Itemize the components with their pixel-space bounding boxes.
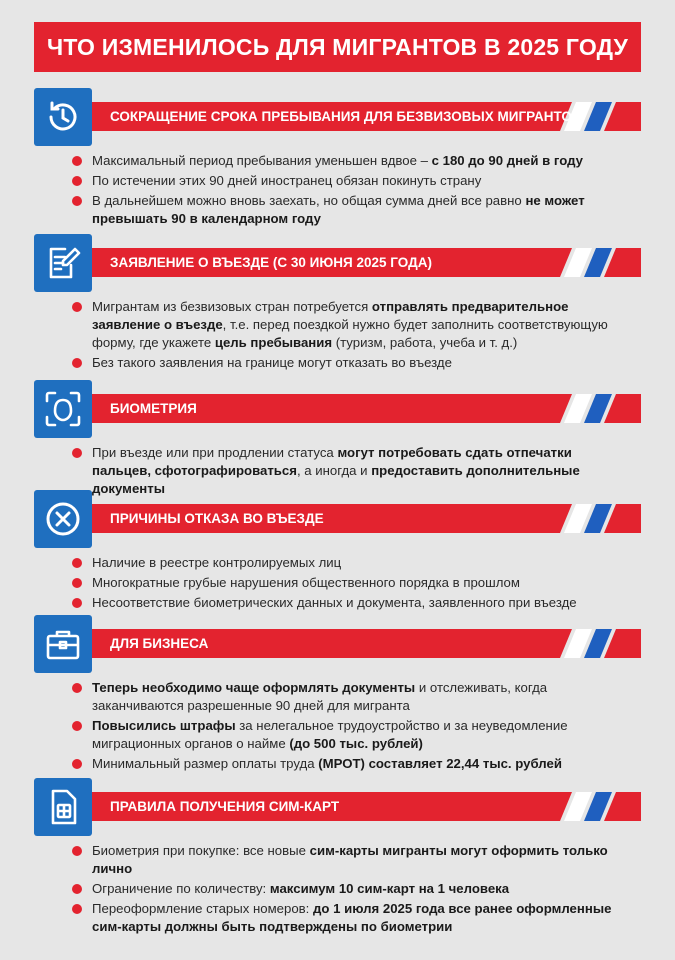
bullet-bold-text: до 1 июля 2025 года все ранее оформленные сим-карты должны быть подтверждены по биометрии	[92, 901, 612, 934]
bullet-bold-text: с 180 до 90 дней в году	[431, 153, 583, 168]
bullet-text: По истечении этих 90 дней иностранец обязан покинуть страну	[92, 173, 482, 188]
bullet-item	[72, 192, 632, 228]
bullet-bold-text: не может превышать 90 в календарном году	[92, 193, 585, 226]
page-title: ЧТО ИЗМЕНИЛОСЬ ДЛЯ МИГРАНТОВ В 2025 ГОДУ	[47, 33, 628, 60]
bullet-item	[72, 298, 632, 352]
bullet-bold-text: Повысились штрафы	[92, 718, 236, 733]
bullet-text: Максимальный период пребывания уменьшен вдвое –	[92, 153, 432, 168]
bullet-item	[72, 152, 632, 170]
bullet-text: Минимальный размер оплаты труда	[92, 756, 319, 771]
section-heading: ЗАЯВЛЕНИЕ О ВЪЕЗДЕ (С 30 ИЮНЯ 2025 ГОДА)	[110, 255, 432, 270]
bullet-text: (туризм, работа, учеба и т. д.)	[332, 335, 518, 350]
bullet-text: При въезде или при продлении статуса	[92, 445, 338, 460]
bullet-text: Биометрия при покупке: все новые	[92, 843, 310, 858]
bullet-text: Наличие в реестре контролируемых лиц	[92, 555, 342, 570]
section-heading-band	[92, 102, 641, 131]
bullet-text: Несоответствие биометрических данных и документа, заявленного при въезде	[92, 595, 577, 610]
bullet-text: за нелегальное трудоустройство и за неуведомление миграционных органов о найме	[92, 718, 568, 751]
page-title-banner	[34, 22, 641, 72]
section-heading-band	[92, 248, 641, 277]
face-scan-icon	[34, 380, 92, 438]
bullet-bold-text: сим-карты мигранты могут оформить только лично	[92, 843, 608, 876]
section-heading: ДЛЯ БИЗНЕСА	[110, 636, 209, 651]
section-heading: СОКРАЩЕНИЕ СРОКА ПРЕБЫВАНИЯ ДЛЯ БЕЗВИЗОВЫХ МИГРАНТОВ	[110, 109, 582, 124]
cross-circle-icon	[34, 490, 92, 548]
bullet-bold-text: максимум 10 сим-карт на 1 человека	[269, 881, 510, 896]
bullet-item	[72, 172, 632, 190]
bullet-item	[72, 900, 632, 936]
bullet-text: Без такого заявления на границе могут отказать во въезде	[92, 355, 452, 370]
bullet-list	[72, 152, 632, 230]
briefcase-icon	[34, 615, 92, 673]
section-heading-band	[92, 394, 641, 423]
bullet-text: В дальнейшем можно вновь заехать, но общая сумма дней все равно	[92, 193, 526, 208]
bullet-bold-text: цель пребывания	[214, 335, 333, 350]
bullet-text: , а иногда и	[296, 463, 372, 478]
bullet-item	[72, 354, 632, 372]
section-heading-band	[92, 504, 641, 533]
bullet-text: Переоформление старых номеров:	[92, 901, 313, 916]
section-heading: ПРАВИЛА ПОЛУЧЕНИЯ СИМ-КАРТ	[110, 799, 340, 814]
bullet-text: Ограничение по количеству:	[92, 881, 270, 896]
bullet-bold-text: предоставить дополнительные документы	[92, 463, 580, 496]
bullet-bold-text: Теперь необходимо чаще оформлять документы	[92, 680, 416, 695]
bullet-list	[72, 679, 632, 775]
bullet-bold-text: (до 500 тыс. рублей)	[289, 736, 423, 751]
bullet-item	[72, 444, 632, 498]
clock-history-icon	[34, 88, 92, 146]
section-heading: ПРИЧИНЫ ОТКАЗА ВО ВЪЕЗДЕ	[110, 511, 324, 526]
bullet-text: и отслеживать, когда заканчиваются разрешенные 90 дней для мигранта	[92, 680, 548, 713]
bullet-list	[72, 298, 632, 374]
bullet-list	[72, 444, 632, 500]
bullet-bold-text: (МРОТ) составляет 22,44 тыс. рублей	[318, 756, 562, 771]
bullet-bold-text: отправлять предварительное заявление о въезде	[92, 299, 569, 332]
bullet-text: , т.е. перед поездкой нужно будет заполнить соответствующую форму, где укажете	[92, 317, 608, 350]
bullet-item	[72, 880, 632, 898]
section-heading-band	[92, 629, 641, 658]
sim-card-icon	[34, 778, 92, 836]
bullet-item	[72, 842, 632, 878]
bullet-bold-text: могут потребовать сдать отпечатки пальцев, сфотографироваться	[92, 445, 572, 478]
section-heading: БИОМЕТРИЯ	[110, 401, 197, 416]
bullet-item	[72, 554, 632, 572]
bullet-list	[72, 554, 632, 614]
bullet-text: Мигрантам из безвизовых стран потребуется	[92, 299, 372, 314]
bullet-item	[72, 574, 632, 592]
bullet-item	[72, 755, 632, 773]
bullet-item	[72, 594, 632, 612]
bullet-item	[72, 717, 632, 753]
section-heading-band	[92, 792, 641, 821]
document-pen-icon	[34, 234, 92, 292]
bullet-item	[72, 679, 632, 715]
bullet-text: Многократные грубые нарушения общественного порядка в прошлом	[92, 575, 520, 590]
bullet-list	[72, 842, 632, 938]
